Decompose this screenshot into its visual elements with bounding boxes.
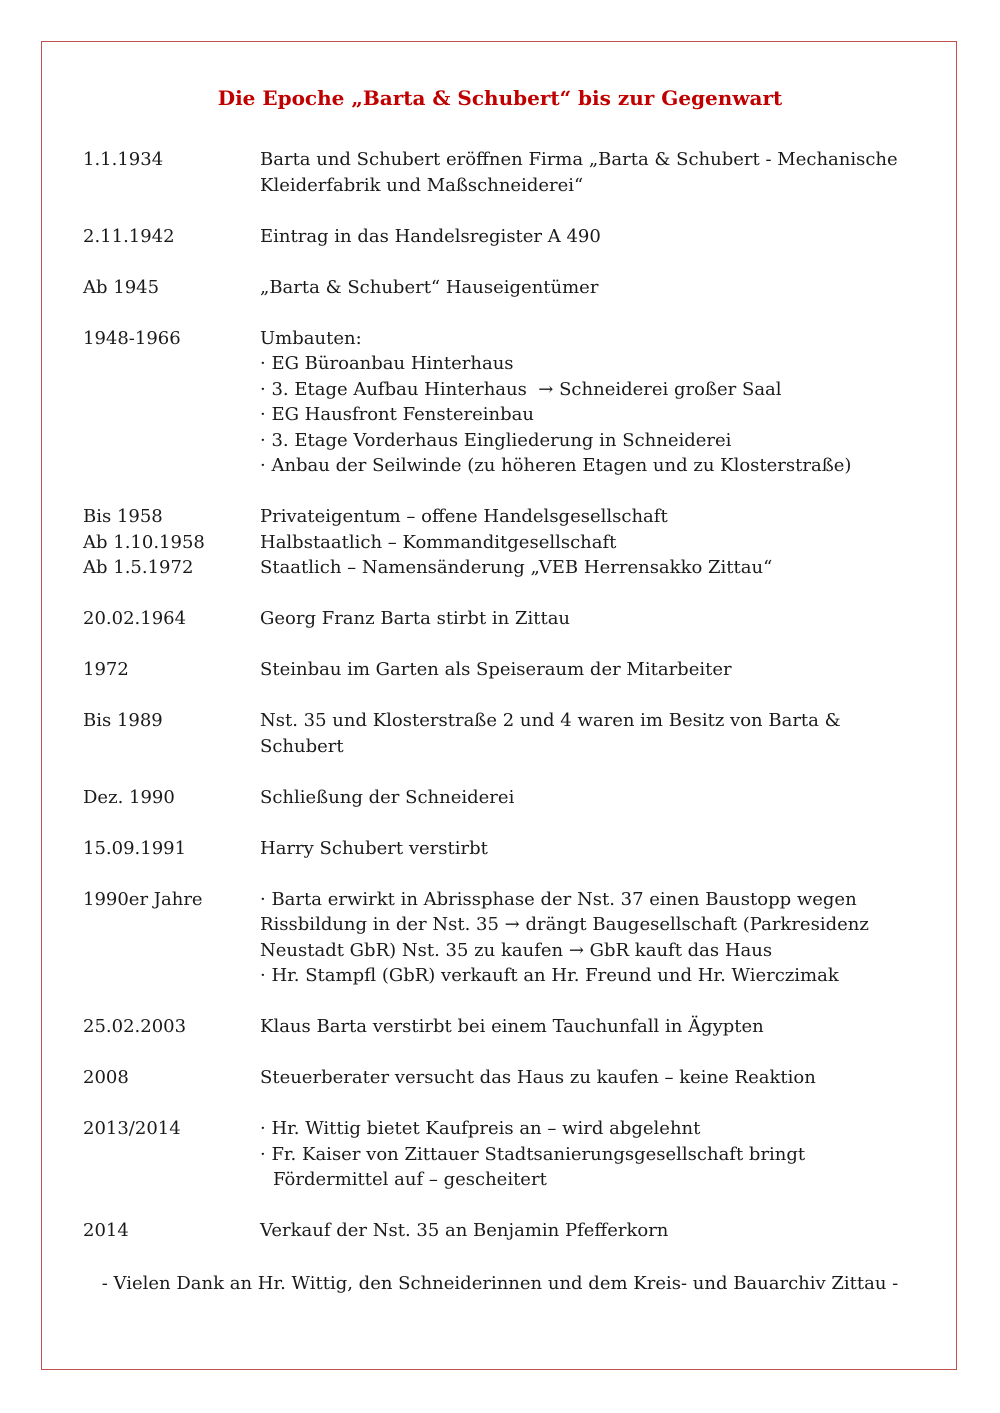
entry-description (260, 555, 913, 581)
entry-line: · EG Hausfront Fenstereinbau (260, 404, 534, 425)
entry-date: 15.09.1991 (83, 837, 187, 859)
entry-line: „Barta & Schubert“ Hauseigentümer (260, 276, 599, 298)
entry-description (260, 606, 913, 632)
entry-date: 2008 (83, 1067, 129, 1088)
entry-line: Klaus Barta verstirbt bei einem Tauchunfall in Ägypten (260, 1016, 764, 1037)
entry-line: · Anbau der Seilwinde (zu höheren Etagen und zu Klosterstraße) (260, 455, 852, 476)
entry-date: Bis 1989 (83, 710, 163, 731)
timeline-entry (83, 1014, 913, 1040)
entry-date: 2.11.1942 (83, 225, 175, 247)
entry-date: 25.02.2003 (83, 1016, 187, 1037)
timeline-entry (83, 1218, 913, 1244)
entry-description (260, 1218, 913, 1244)
entry-line: · Hr. Stampfl (GbR) verkauft an Hr. Freund und Hr. Wierczimak (260, 965, 839, 986)
entry-line: Steinbau im Garten als Speiseraum der Mitarbeiter (260, 659, 732, 680)
entry-line: · Hr. Wittig bietet Kaufpreis an – wird abgelehnt (260, 1118, 701, 1139)
entry-description (260, 1116, 913, 1193)
entry-date: Ab 1.10.1958 (83, 531, 205, 553)
entry-description (260, 224, 913, 250)
entry-description (260, 1065, 913, 1091)
entry-description (260, 836, 913, 862)
timeline-entry (83, 1116, 913, 1193)
entry-date: 1990er Jahre (83, 888, 203, 910)
entry-description (260, 887, 913, 989)
entry-line: Fördermittel auf – gescheitert (273, 1169, 547, 1190)
entry-line: · Fr. Kaiser von Zittauer Stadtsanierungsgesellschaft bringt (260, 1143, 806, 1165)
entry-description (260, 1014, 913, 1040)
timeline-entry (83, 887, 913, 989)
entry-line: Kleiderfabrik und Maßschneiderei“ (260, 174, 584, 196)
entry-description (260, 275, 913, 301)
entry-line: Georg Franz Barta stirbt in Zittau (260, 608, 571, 629)
entry-line: · 3. Etage Vorderhaus Eingliederung in Schneiderei (260, 429, 732, 451)
entry-line: Umbauten: (260, 327, 362, 349)
entry-date: 1.1.1934 (83, 149, 164, 170)
entry-description (260, 530, 913, 556)
entry-line: · Barta erwirkt in Abrissphase der Nst. 37 einen Baustopp wegen (260, 888, 857, 910)
entry-date: 20.02.1964 (83, 608, 187, 629)
entry-line: Barta und Schubert eröffnen Firma „Barta & Schubert - Mechanische (260, 149, 898, 170)
entry-line: Harry Schubert verstirbt (260, 837, 488, 859)
entry-line: Privateigentum – offene Handelsgesellschaft (260, 506, 668, 527)
timeline-entry (83, 224, 913, 250)
entry-description (260, 504, 913, 530)
timeline-entry (83, 275, 913, 301)
entry-description (260, 326, 913, 479)
entry-description (260, 657, 913, 683)
entry-description (260, 147, 913, 198)
page-title: Die Epoche „Barta & Schubert“ bis zur Gegenwart (217, 86, 783, 110)
entry-date: Bis 1958 (83, 506, 163, 527)
entry-date: 2014 (83, 1220, 129, 1241)
entry-line: Eintrag in das Handelsregister A 490 (260, 225, 601, 247)
entry-line: Schubert (260, 735, 344, 757)
entry-line: Halbstaatlich – Kommanditgesellschaft (260, 531, 617, 553)
footer-thanks: - Vielen Dank an Hr. Wittig, den Schneiderinnen und dem Kreis- und Bauarchiv Zittau - (101, 1273, 899, 1294)
timeline-entry (83, 785, 913, 811)
entry-line: Neustadt GbR) Nst. 35 zu kaufen → GbR kauft das Haus (260, 939, 773, 961)
timeline-entry (83, 606, 913, 632)
timeline-entry (83, 1065, 913, 1091)
entry-line: Rissbildung in der Nst. 35 → drängt Baugesellschaft (Parkresidenz (260, 914, 869, 935)
timeline-entry (83, 555, 913, 581)
entry-description (260, 785, 913, 811)
timeline-entry (83, 836, 913, 862)
entry-date: Ab 1.5.1972 (83, 557, 194, 578)
entry-date: 1972 (83, 659, 129, 680)
entry-description (260, 708, 913, 759)
timeline-entry (83, 504, 913, 530)
entry-line: Steuerberater versucht das Haus zu kaufen – keine Reaktion (260, 1067, 816, 1088)
entry-line: Nst. 35 und Klosterstraße 2 und 4 waren im Besitz von Barta & (260, 710, 841, 731)
entry-date: Dez. 1990 (83, 786, 175, 808)
timeline-entry (83, 708, 913, 759)
entry-line: Schließung der Schneiderei (260, 786, 515, 808)
entry-line: Verkauf der Nst. 35 an Benjamin Pfefferkorn (260, 1220, 669, 1241)
entry-line: Staatlich – Namensänderung „VEB Herrensakko Zittau“ (260, 557, 773, 578)
timeline-entry (83, 326, 913, 479)
timeline-entry (83, 147, 913, 198)
timeline (83, 147, 913, 1269)
timeline-entry (83, 530, 913, 556)
timeline-entry (83, 657, 913, 683)
entry-date: 1948-1966 (83, 327, 181, 349)
entry-date: Ab 1945 (83, 276, 160, 298)
entry-line: · 3. Etage Aufbau Hinterhaus → Schneiderei großer Saal (260, 378, 782, 400)
entry-line: · EG Büroanbau Hinterhaus (260, 353, 514, 374)
entry-date: 2013/2014 (83, 1118, 181, 1139)
